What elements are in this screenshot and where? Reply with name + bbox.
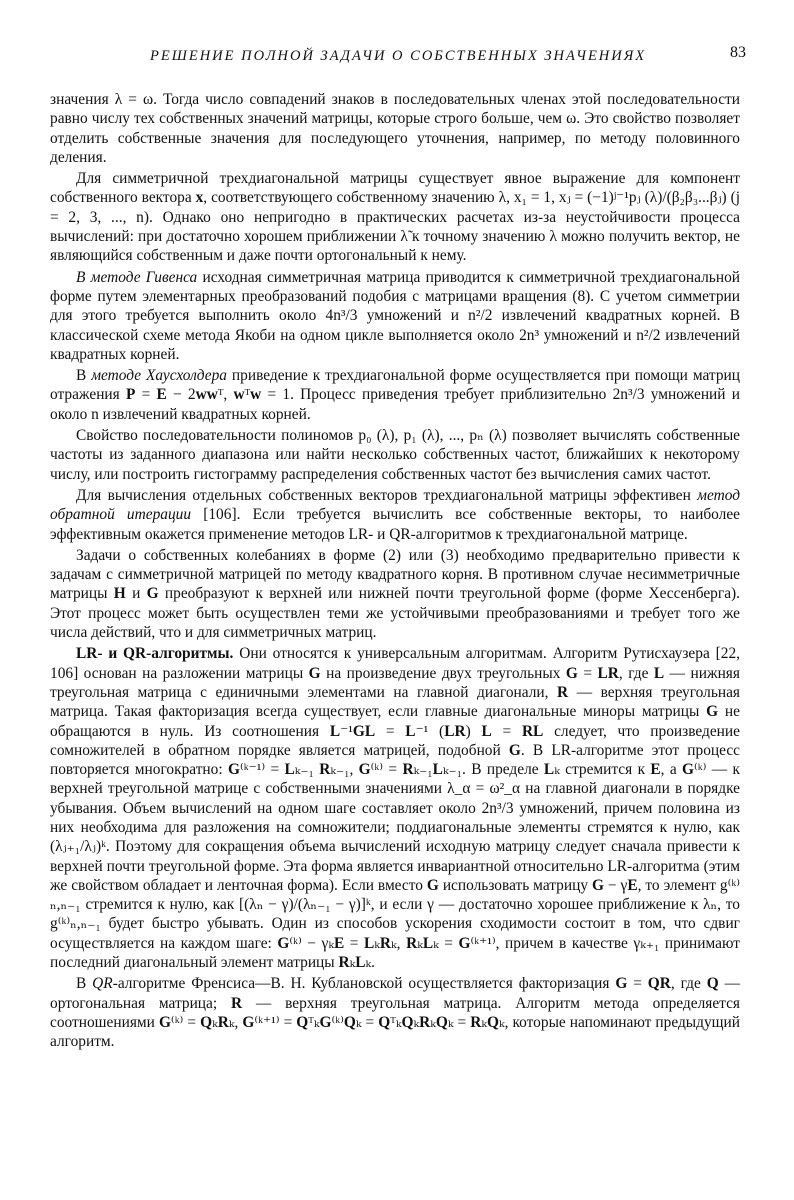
text-run: , где <box>670 975 707 993</box>
text-run: ₖ₋₁ <box>413 761 433 779</box>
text-run: метод обратной итерации <box>50 486 740 524</box>
text-run: [106]. Если требуется вычислить все собственные векторы, то наиболее эффективным окажется применение методов LR- и QR-алгоритмов к трехдиагональной матрице. <box>50 506 740 543</box>
text-run: E <box>650 761 661 779</box>
text-run: GL <box>352 722 376 740</box>
text-run: на произведение двух треугольных <box>320 664 566 682</box>
text-run: ₖ₋₁. В пределе <box>442 761 544 779</box>
text-run: L <box>481 722 492 740</box>
text-run: ᵀ, <box>217 386 234 404</box>
text-run: — нижняя треугольная матрица с единичными элементами на главной диагонали, <box>50 664 740 701</box>
text-run: G <box>146 585 159 603</box>
text-run: − γ <box>603 876 628 894</box>
text-run: ᵀₖ <box>390 1013 402 1031</box>
text-run: — верхняя треугольная матрица. Такая факторизация всегда существует, если главные диагональные миноры матрицы <box>50 683 740 721</box>
text-run: Q <box>200 1013 213 1031</box>
text-run: E <box>156 386 167 404</box>
text-run: Они относятся к универсальным алгоритмам. Алгоритм Рутисхаузера [22, 106] основан на разложении матрицы <box>50 645 740 682</box>
text-run: R <box>406 934 418 952</box>
text-run: ₖ <box>430 1013 436 1031</box>
text-run: ₖ стремится к <box>554 761 651 779</box>
text-run: L <box>432 761 443 779</box>
text-run: ⁽ᵏ⁺¹⁾, причем в качестве γₖ₊₁ принимают последний диагональный элемент матрицы <box>50 934 740 972</box>
text-run: ₖ <box>212 1013 218 1031</box>
text-run: ⁽ᵏ⁺¹⁾ = <box>254 1013 297 1031</box>
text-run: H <box>113 585 126 603</box>
text-run: — верхняя треугольная матрица. Алгоритм метода определяется соотношениями <box>50 994 740 1031</box>
text-run: w <box>233 386 245 404</box>
text-run: ww <box>195 386 218 404</box>
text-run: = <box>135 386 157 404</box>
text-run: G <box>308 664 321 682</box>
text-run: , где <box>618 664 654 682</box>
text-run: преобразуют к верхней или нижней почти треугольной форме (форме Хессенберга). Этот процесс может быть осуществлен теми же устойчивыми преобразованиями и требует того же числа действий, что и для симметричных матриц. <box>50 585 740 642</box>
text-run: G <box>565 664 578 682</box>
text-run: G <box>682 761 695 779</box>
text-run: ⁽ᵏ⁾ <box>331 1013 344 1031</box>
text-run: Для симметричной трехдиагональной матрицы существует явное выражение для компонент собственного вектора <box>50 170 740 207</box>
text-run: , то элемент g⁽ᵏ⁾ₙ,ₙ₋₁ стремится к нулю, как [(λₙ − γ)/(λₙ₋₁ − γ)]ᵏ, и если γ — достаточно хорошее приближение к λₙ, то g⁽ᵏ⁾ₙ,ₙ₋₁ будет быстро убывать. Один из способов ускорения сходимости состоит в том, что сдвиг осуществляется на каждом шаге: <box>50 876 740 952</box>
text-run: Q <box>401 1013 414 1031</box>
text-run: = <box>491 722 522 740</box>
text-run: G <box>242 1013 255 1031</box>
text-run: ⁽ᵏ⁾ = <box>370 761 403 779</box>
text-run: P <box>125 386 136 404</box>
text-run: , соответствующего собственному значению λ, x₁ = 1, xⱼ = (−1)ʲ⁻¹pⱼ (λ)/(β₂β₃...βⱼ) (j = 2, 3, ..., n). Однако оно непригодно в практических расчетах из-за неустойчивости процесса вычислений: при достаточно хорошем приближении λ̃ к точному значению λ можно получить вектор, не являющийся собственным и даже почти ортогональный к нему. <box>50 189 741 265</box>
paragraph <box>50 546 740 642</box>
text-run: R <box>319 761 331 779</box>
text-run: ⁻¹ <box>340 722 353 740</box>
text-run: исходная симметричная матрица приводится к симметричной трехдиагональной форме путем элементарных преобразований подобия с матрицами вращения (8). С учетом симметрии для этого требуется выполнить около 4n³/3 умножений и n²/2 извлечений квадратных корней. В классической схеме метода Якоби на одном цикле выполняется около 2n³ умножений и n²/2 извлечений квадратных корней. <box>50 268 740 363</box>
text-run: В <box>76 975 93 993</box>
text-run: G <box>706 703 719 721</box>
text-run: G <box>358 761 371 779</box>
text-run: R <box>402 761 414 779</box>
text-run: ₖ <box>413 1013 420 1031</box>
text-run: ₖ₋₁ <box>294 761 320 779</box>
text-run: = <box>375 722 406 740</box>
text-run: . В LR-алгоритме этот процесс повторяется многократно: <box>50 741 740 779</box>
text-run: ₖ <box>481 1013 487 1031</box>
book-page <box>50 40 746 1054</box>
text-run: G <box>228 761 240 779</box>
text-run: L <box>355 954 366 972</box>
text-run: = <box>627 975 648 993</box>
text-run: L <box>364 934 375 952</box>
text-run: ₖ <box>349 954 356 972</box>
paragraph <box>50 268 740 364</box>
text-run: R <box>470 1013 482 1031</box>
text-run: ₖ = <box>433 934 459 952</box>
text-run: Q <box>378 1013 391 1031</box>
text-run: ⁻¹ ( <box>415 722 445 740</box>
text-run: G <box>615 975 628 993</box>
text-run: ₖ <box>374 934 380 952</box>
text-run: LR <box>444 722 466 740</box>
text-run: G <box>508 741 521 759</box>
text-run: G <box>319 1013 332 1031</box>
paragraph <box>50 169 740 265</box>
text-run: E <box>627 876 638 894</box>
text-run: − 2 <box>166 386 196 404</box>
text-run: ) <box>465 722 482 740</box>
text-run: G <box>426 876 439 894</box>
text-run: ₖ, <box>391 934 407 952</box>
text-run: методе Хаусхолдера <box>91 367 227 385</box>
text-run: LR <box>597 664 619 682</box>
text-run: Q <box>343 1013 356 1031</box>
text-run: LR- и QR-алгоритмы. <box>76 645 234 663</box>
text-run: Q <box>435 1013 448 1031</box>
text-run: ⁽ᵏ⁾ − γₖ <box>289 934 334 952</box>
text-run: ₖ₋₁, <box>330 761 359 779</box>
paragraph <box>50 90 740 167</box>
text-run: не обращаются в нуль. Из соотношения <box>50 703 740 740</box>
text-run: G <box>158 1013 171 1031</box>
text-run: приведение к трехдиагональной форме осуществляется при помощи матриц отражения <box>50 367 740 404</box>
text-run: Задачи о собственных колебаниях в форме (2) или (3) необходимо предварительно привести к задачам с симметричной матрицей по методу квадратного корня. В противном случае несимметричные матрицы <box>50 546 740 603</box>
page-number: 83 <box>730 44 746 61</box>
text-run: RL <box>521 722 544 740</box>
text-run: L <box>405 722 416 740</box>
text-run: = <box>344 934 365 952</box>
text-run: R <box>419 1013 431 1031</box>
text-run: w <box>250 386 262 404</box>
text-run: R <box>379 934 392 952</box>
paragraph <box>50 486 740 544</box>
text-run: ⁽ᵏ⁻¹⁾ = <box>239 761 285 779</box>
text-run: G <box>458 934 471 952</box>
text-run: В <box>76 367 92 385</box>
text-run: ₖ, которые напоминают предыдущий алгоритм. <box>50 1013 740 1051</box>
text-run: значения λ = ω. Тогда число совпадений знаков в последовательных членах этой последовательности равно числу тех собственных значений матрицы, которые строго больше, чем ω. Это свойство позволяет отделить собственные значения для последующего уточнения, например, по методу половинного деления. <box>50 91 740 166</box>
text-run: -алгоритме Френсиса—В. Н. Кублановской осуществляется факторизация <box>112 975 616 993</box>
text-run: и <box>125 585 147 603</box>
text-run: L <box>653 664 665 682</box>
text-run: ⁽ᵏ⁾ — к верхней треугольной матрице с собственными значениями λ_α = ω²_α на главной диагонали в порядке убывания. Объем вычислений на одном шаге составляет около 2n³/3 умножений, причем половина из них необходима для разложения на сомножители; поддиагональные элементы стремятся к нулю, как (λⱼ₊₁/λⱼ)ᵏ. Поэтому для сокращения объема вычислений исходную матрицу следует сначала привести к верхней почти треугольной форме. Эта форма является инвариантной относительно LR-алгоритма (этим же свойством обладает и ленточная форма). Если вместо <box>50 761 740 894</box>
text-run: следует, что произведение сомножителей в обратном порядке является матрицей, подобной <box>50 722 740 759</box>
text-run: ₖ = <box>447 1013 471 1031</box>
text-run: R <box>230 994 243 1012</box>
running-title: РЕШЕНИЕ ПОЛНОЙ ЗАДАЧИ О СОБСТВЕННЫХ ЗНАЧЕНИЯХ <box>150 48 647 64</box>
text-run: R <box>217 1013 229 1031</box>
text-run: Q <box>706 975 719 993</box>
text-run: Q <box>296 1013 309 1031</box>
text-run: Свойство последовательности полиномов p₀ (λ), p₁ (λ), ..., pₙ (λ) позволяет вычислять собственные частоты из заданного диапазона или найти несколько собственных частот, ближайших к некоторому числу, или построить гистограмму распределения собственных частот без вычисления самих частот. <box>50 427 740 483</box>
text-run: E <box>333 934 345 952</box>
text-run: G <box>277 934 290 952</box>
text-run: В методе Гивенса <box>76 268 198 286</box>
text-run: Для вычисления отдельных собственных векторов трехдиагональной матрицы эффективен <box>76 486 698 504</box>
text-run: использовать матрицу <box>438 876 592 894</box>
text-run: ₖ. <box>365 954 375 972</box>
text-run: L <box>543 761 555 779</box>
text-run: = <box>577 664 598 682</box>
text-run: = 1. Процесс приведения требует приблизительно 2n³/3 умножений и около n извлечений квадратных корней. <box>50 386 740 423</box>
text-run: G <box>591 876 604 894</box>
text-run: R <box>338 954 350 972</box>
text-run: L <box>329 722 341 740</box>
paragraph <box>50 366 740 424</box>
page-header <box>50 40 746 70</box>
text-run: Q <box>486 1013 499 1031</box>
text-run: ₖ, <box>228 1013 243 1031</box>
text-run: L <box>422 934 434 952</box>
paragraph <box>50 644 740 972</box>
text-run: — ортогональная матрица; <box>50 975 740 1012</box>
text-run: x <box>195 189 204 207</box>
text-run: ᵀₖ <box>308 1013 320 1031</box>
paragraph <box>50 974 740 1051</box>
text-run: QR <box>92 975 113 993</box>
text-run: , а <box>660 761 683 779</box>
body-text <box>50 90 740 1052</box>
text-run: ᵀ <box>244 386 251 404</box>
text-run: R <box>557 683 569 701</box>
text-run: ₖ <box>417 934 423 952</box>
text-run: QR <box>647 975 671 993</box>
text-run: ⁽ᵏ⁾ = <box>170 1013 201 1031</box>
text-run: L <box>284 761 295 779</box>
text-run: ₖ = <box>355 1013 379 1031</box>
paragraph <box>50 426 740 484</box>
